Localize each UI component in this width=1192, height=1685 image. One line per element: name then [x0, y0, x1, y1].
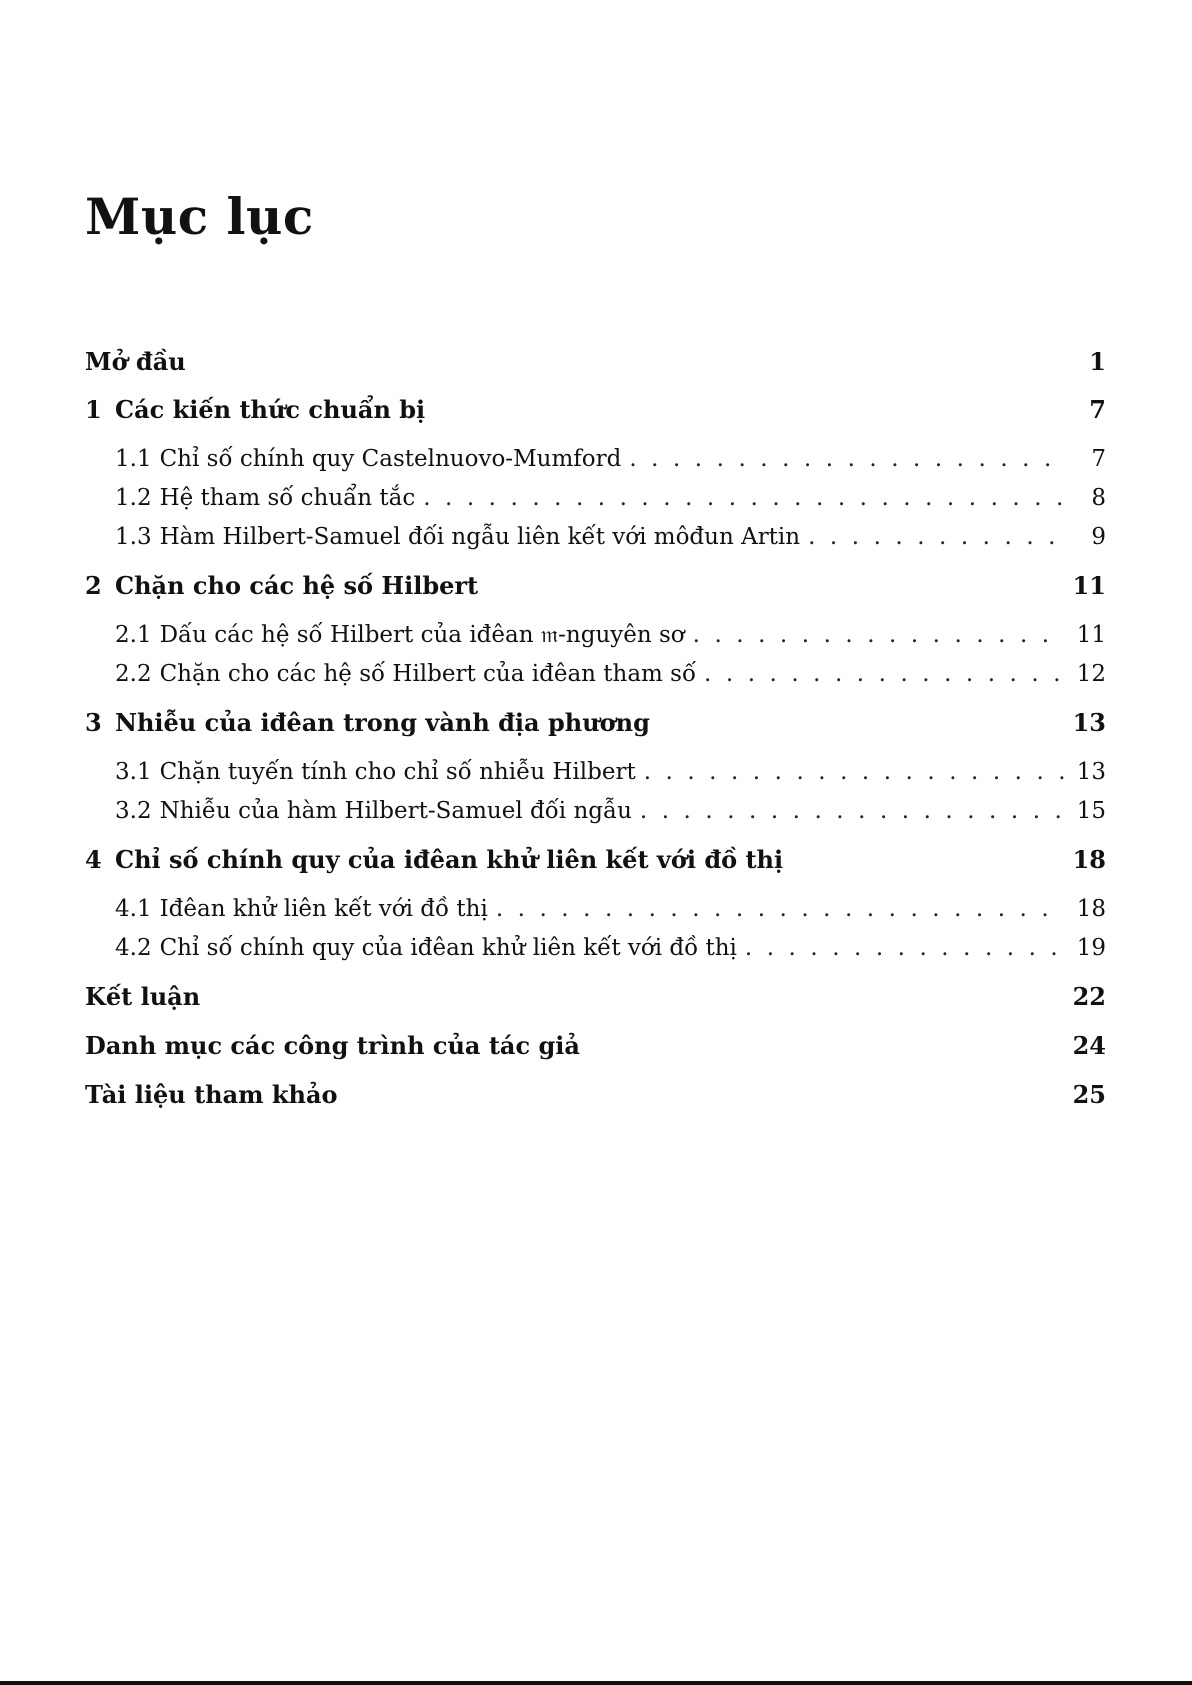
toc-section-1-1[interactable] — [85, 441, 1106, 480]
toc-page-number: 22 — [1072, 982, 1106, 1011]
toc-entry-title: Nhiễu của iđêan trong vành địa phương — [115, 708, 650, 737]
toc-page-number: 1 — [1089, 347, 1106, 376]
table-of-contents — [85, 344, 1106, 1126]
toc-entry-title: Chặn tuyến tính cho chỉ số nhiễu Hilbert — [159, 759, 636, 785]
toc-page-number: 7 — [1091, 446, 1106, 472]
toc-chapter-number: 2 — [85, 571, 102, 600]
toc-entry-title: Chỉ số chính quy của iđêan khử liên kết với đồ thị — [115, 845, 784, 874]
toc-entry-title: Danh mục các công trình của tác giả — [85, 1031, 580, 1060]
toc-entry-title: Các kiến thức chuẩn bị — [115, 395, 426, 424]
page-title: Mục lục — [85, 187, 314, 246]
toc-chapter-4[interactable] — [85, 842, 1106, 891]
toc-section-3-2[interactable] — [85, 793, 1106, 842]
dot-leader — [496, 891, 1065, 927]
toc-page-number: 18 — [1072, 845, 1106, 874]
toc-entry-conclusion[interactable] — [85, 979, 1106, 1028]
toc-entry-title: Dấu các hệ số Hilbert của iđêan 𝔪-nguyên sơ — [159, 622, 685, 648]
toc-entry-title: Chỉ số chính quy Castelnuovo-Mumford — [159, 446, 622, 472]
toc-entry-title: Mở đầu — [85, 347, 186, 376]
toc-entry-title: Chỉ số chính quy của iđêan khử liên kết với đồ thị — [159, 935, 737, 961]
toc-page-number: 13 — [1072, 708, 1106, 737]
dot-leader — [693, 617, 1065, 653]
dot-leader — [808, 519, 1066, 555]
toc-section-number: 2.1 — [115, 622, 152, 648]
toc-page-number: 12 — [1076, 661, 1106, 687]
toc-entry-title: Hàm Hilbert-Samuel đối ngẫu liên kết với môđun Artin — [159, 524, 801, 550]
toc-page-number: 7 — [1089, 395, 1106, 424]
toc-page-number: 8 — [1091, 485, 1106, 511]
toc-page-number: 18 — [1076, 896, 1106, 922]
toc-section-3-1[interactable] — [85, 754, 1106, 793]
toc-section-1-2[interactable] — [85, 480, 1106, 519]
toc-section-number: 1.3 — [115, 524, 152, 550]
toc-chapter-2[interactable] — [85, 568, 1106, 617]
toc-entry-references[interactable] — [85, 1077, 1106, 1126]
toc-section-number: 1.2 — [115, 485, 152, 511]
toc-page-number: 9 — [1091, 524, 1106, 550]
toc-chapter-number: 4 — [85, 845, 102, 874]
toc-page-number: 24 — [1072, 1031, 1106, 1060]
toc-page-number: 13 — [1076, 759, 1106, 785]
toc-section-number: 2.2 — [115, 661, 152, 687]
dot-leader — [423, 480, 1066, 516]
toc-entry-title: Hệ tham số chuẩn tắc — [159, 485, 416, 511]
dot-leader — [704, 656, 1065, 692]
toc-section-4-2[interactable] — [85, 930, 1106, 979]
toc-section-number: 3.1 — [115, 759, 152, 785]
toc-entry-title: Iđêan khử liên kết với đồ thị — [159, 896, 488, 922]
toc-page-number: 25 — [1072, 1080, 1106, 1109]
toc-page-number: 11 — [1072, 571, 1106, 600]
toc-page-number: 19 — [1076, 935, 1106, 961]
toc-section-number: 1.1 — [115, 446, 152, 472]
page-bottom-edge — [0, 1681, 1192, 1685]
toc-section-2-2[interactable] — [85, 656, 1106, 705]
toc-page-number: 15 — [1076, 798, 1106, 824]
toc-page-number: 11 — [1076, 622, 1106, 648]
dot-leader — [745, 930, 1065, 966]
toc-entry-title: Tài liệu tham khảo — [85, 1080, 338, 1109]
toc-section-2-1[interactable] — [85, 617, 1106, 656]
toc-entry-intro[interactable] — [85, 344, 1106, 392]
toc-chapter-3[interactable] — [85, 705, 1106, 754]
toc-section-number: 4.2 — [115, 935, 152, 961]
dot-leader — [629, 441, 1066, 477]
toc-entry-title: Chặn cho các hệ số Hilbert — [115, 571, 479, 600]
dot-leader — [644, 754, 1065, 790]
toc-chapter-1[interactable] — [85, 392, 1106, 441]
toc-chapter-number: 1 — [85, 395, 102, 424]
toc-section-number: 3.2 — [115, 798, 152, 824]
toc-entry-title: Nhiễu của hàm Hilbert-Samuel đối ngẫu — [159, 798, 632, 824]
toc-section-1-3[interactable] — [85, 519, 1106, 568]
toc-section-4-1[interactable] — [85, 891, 1106, 930]
dot-leader — [640, 793, 1065, 829]
toc-section-number: 4.1 — [115, 896, 152, 922]
toc-chapter-number: 3 — [85, 708, 102, 737]
toc-entry-publications[interactable] — [85, 1028, 1106, 1077]
toc-entry-title: Kết luận — [85, 982, 201, 1011]
toc-entry-title: Chặn cho các hệ số Hilbert của iđêan tham số — [159, 661, 697, 687]
